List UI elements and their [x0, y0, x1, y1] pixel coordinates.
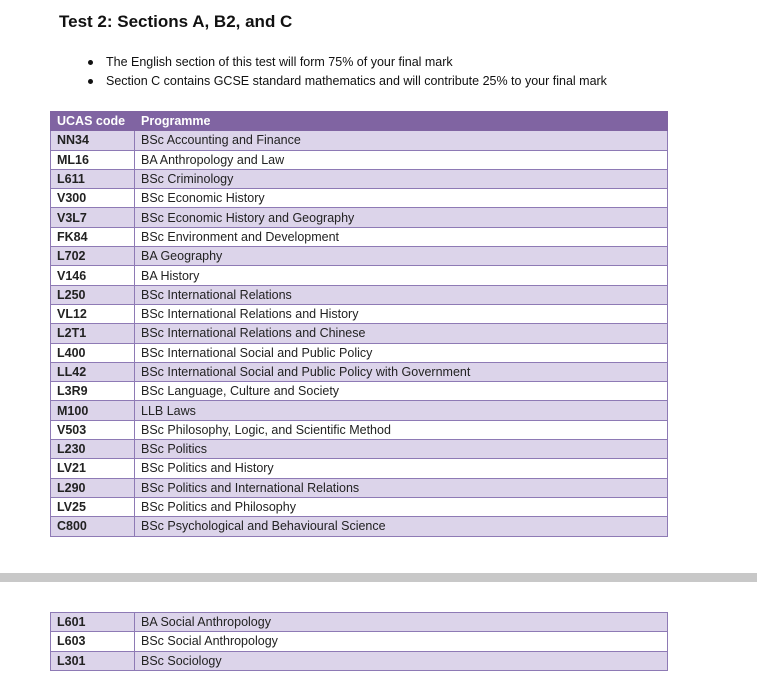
- bullet-list: [86, 53, 607, 91]
- page-title: Test 2: Sections A, B2, and C: [59, 12, 293, 31]
- ucas-code-cell: V300: [51, 189, 135, 208]
- ucas-code-cell: L2T1: [51, 324, 135, 343]
- ucas-code-cell: V503: [51, 420, 135, 439]
- page-break: [0, 573, 757, 582]
- programme-cell: BSc Politics and History: [135, 459, 668, 478]
- list-item: Section C contains GCSE standard mathematics and will contribute 25% to your final mark: [86, 72, 607, 91]
- programme-cell: BSc Psychological and Behavioural Science: [135, 517, 668, 536]
- ucas-code-cell: VL12: [51, 304, 135, 323]
- ucas-code-cell: ML16: [51, 150, 135, 169]
- header-programme: Programme: [135, 112, 668, 131]
- table-row: [51, 401, 668, 420]
- table-row: [51, 651, 668, 670]
- programme-cell: BSc Social Anthropology: [135, 632, 668, 651]
- table-row: [51, 208, 668, 227]
- ucas-code-cell: FK84: [51, 227, 135, 246]
- ucas-code-cell: V3L7: [51, 208, 135, 227]
- ucas-code-cell: L611: [51, 169, 135, 188]
- programme-cell: BSc Philosophy, Logic, and Scientific Method: [135, 420, 668, 439]
- ucas-code-cell: L290: [51, 478, 135, 497]
- programme-cell: BSc Politics and Philosophy: [135, 497, 668, 516]
- table-row: [51, 343, 668, 362]
- programme-table: [50, 111, 668, 537]
- table-row: [51, 169, 668, 188]
- ucas-code-cell: V146: [51, 266, 135, 285]
- ucas-code-cell: L400: [51, 343, 135, 362]
- table-row: [51, 150, 668, 169]
- ucas-code-cell: L301: [51, 651, 135, 670]
- ucas-code-cell: C800: [51, 517, 135, 536]
- table-row: [51, 247, 668, 266]
- programme-cell: BSc Language, Culture and Society: [135, 382, 668, 401]
- table-row: [51, 478, 668, 497]
- programme-cell: BA History: [135, 266, 668, 285]
- table-row: [51, 440, 668, 459]
- programme-cell: BSc Politics and International Relations: [135, 478, 668, 497]
- table-row: [51, 632, 668, 651]
- table-row: [51, 227, 668, 246]
- programme-cell: BA Geography: [135, 247, 668, 266]
- table-row: [51, 459, 668, 478]
- table-row: [51, 382, 668, 401]
- programme-table-body: [51, 131, 668, 536]
- programme-cell: BSc International Social and Public Policy: [135, 343, 668, 362]
- ucas-code-cell: L250: [51, 285, 135, 304]
- ucas-code-cell: L3R9: [51, 382, 135, 401]
- table-row: [51, 324, 668, 343]
- programme-table-continued: [50, 612, 668, 671]
- ucas-code-cell: L601: [51, 613, 135, 632]
- programme-cell: BSc Politics: [135, 440, 668, 459]
- ucas-code-cell: M100: [51, 401, 135, 420]
- table-header-row: [51, 112, 668, 131]
- table-row: [51, 613, 668, 632]
- programme-cell: BSc International Relations: [135, 285, 668, 304]
- ucas-code-cell: L603: [51, 632, 135, 651]
- ucas-code-cell: LL42: [51, 362, 135, 381]
- programme-table-continued-body: [51, 613, 668, 671]
- table-row: [51, 266, 668, 285]
- programme-cell: BSc Environment and Development: [135, 227, 668, 246]
- programme-cell: BSc Sociology: [135, 651, 668, 670]
- programme-cell: LLB Laws: [135, 401, 668, 420]
- programme-cell: BSc Accounting and Finance: [135, 131, 668, 150]
- programme-cell: BSc International Relations and History: [135, 304, 668, 323]
- ucas-code-cell: LV25: [51, 497, 135, 516]
- header-ucas-code: UCAS code: [51, 112, 135, 131]
- table-row: [51, 285, 668, 304]
- programme-cell: BA Social Anthropology: [135, 613, 668, 632]
- programme-cell: BA Anthropology and Law: [135, 150, 668, 169]
- ucas-code-cell: L230: [51, 440, 135, 459]
- table-row: [51, 189, 668, 208]
- ucas-code-cell: LV21: [51, 459, 135, 478]
- list-item: The English section of this test will form 75% of your final mark: [86, 53, 607, 72]
- table-row: [51, 517, 668, 536]
- table-row: [51, 420, 668, 439]
- table-row: [51, 131, 668, 150]
- programme-cell: BSc Economic History: [135, 189, 668, 208]
- programme-cell: BSc International Social and Public Policy with Government: [135, 362, 668, 381]
- table-row: [51, 497, 668, 516]
- programme-cell: BSc Criminology: [135, 169, 668, 188]
- ucas-code-cell: L702: [51, 247, 135, 266]
- ucas-code-cell: NN34: [51, 131, 135, 150]
- table-row: [51, 304, 668, 323]
- programme-cell: BSc International Relations and Chinese: [135, 324, 668, 343]
- table-row: [51, 362, 668, 381]
- programme-cell: BSc Economic History and Geography: [135, 208, 668, 227]
